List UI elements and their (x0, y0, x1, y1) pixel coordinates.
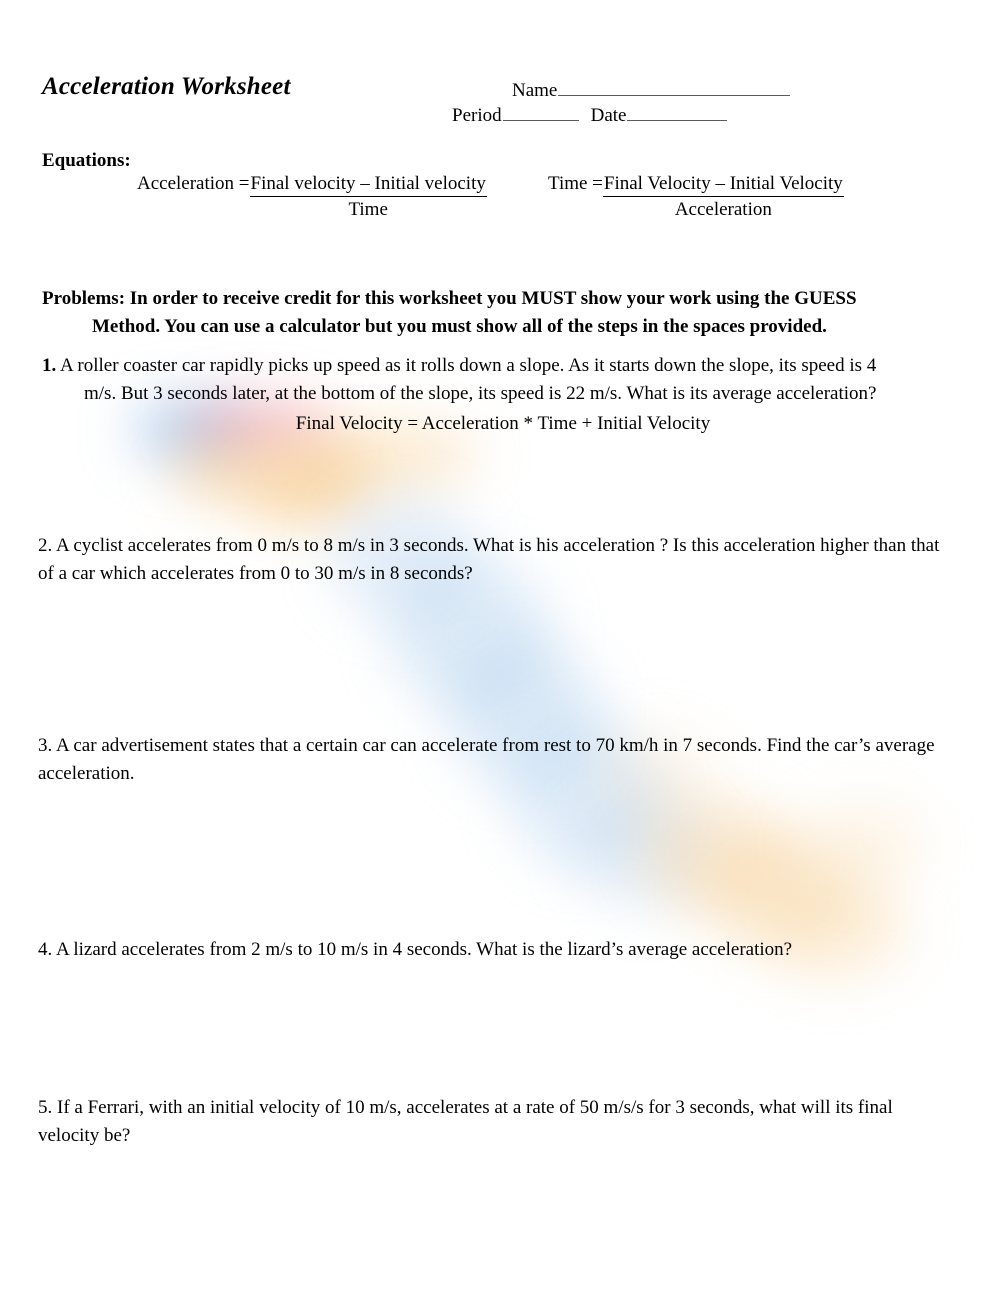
equation-time-lhs: Time = (548, 173, 603, 194)
equation-final-velocity-text: Final Velocity = Acceleration * Time + Initial Velocity (295, 413, 711, 434)
equation-time (548, 173, 844, 221)
question-4 (38, 936, 938, 964)
name-label: Name (512, 80, 558, 101)
equation-final-velocity (0, 413, 1000, 435)
question-1-number: 1. (42, 355, 57, 376)
instructions-line-1: Problems: In order to receive credit for this worksheet you MUST show your work using the GUESS (42, 288, 857, 309)
instructions-line-2: Method. You can use a calculator but you must show all of the steps in the spaces provided. (92, 315, 827, 337)
question-2-text: A cyclist accelerates from 0 m/s to 8 m/s in 3 seconds. What is his acceleration ? Is this acceleration higher than that of a car which accelerates from 0 to 30 m/s in 8 seconds? (38, 535, 940, 584)
question-3 (38, 732, 938, 787)
question-2-number: 2. (38, 535, 53, 556)
question-3-number: 3. (38, 735, 53, 756)
equation-acceleration-denominator: Time (348, 199, 388, 220)
watermark-blob (760, 880, 910, 980)
equations-heading: Equations: (42, 150, 131, 171)
question-1-line-1: A roller coaster car rapidly picks up speed as it rolls down a slope. As it starts down the slope, its speed is 4 (59, 355, 877, 376)
equation-acceleration-lhs: Acceleration = (137, 173, 250, 194)
equation-acceleration-fraction (250, 173, 487, 221)
question-1 (42, 352, 950, 407)
question-4-number: 4. (38, 939, 53, 960)
page-title: Acceleration Worksheet (42, 73, 291, 100)
question-1-line-2: m/s. But 3 seconds later, at the bottom of the slope, its speed is 22 m/s. What is its average acceleration? (84, 382, 877, 404)
question-2 (38, 532, 956, 587)
name-input-blank[interactable] (558, 80, 790, 96)
equation-time-numerator: Final Velocity – Initial Velocity (603, 173, 844, 197)
date-label: Date (590, 105, 627, 126)
date-input-blank[interactable] (627, 105, 727, 121)
question-5 (38, 1094, 938, 1149)
equation-time-fraction (603, 173, 844, 221)
watermark-blob (575, 790, 715, 910)
watermark-blob (170, 440, 380, 510)
watermark-blob (640, 800, 800, 910)
watermark-blob (250, 470, 360, 530)
equation-time-denominator: Acceleration (674, 199, 772, 220)
watermark-blob (700, 840, 860, 950)
instructions-block (42, 285, 900, 340)
question-3-text: A car advertisement states that a certain car can accelerate from rest to 70 km/h in 7 seconds. Find the car’s average acceleration. (38, 735, 935, 784)
question-5-text: If a Ferrari, with an initial velocity of 10 m/s, accelerates at a rate of 50 m/s/s for 3 seconds, what will its final velocity be? (38, 1097, 893, 1146)
period-date-field-row (452, 105, 727, 127)
equation-acceleration (137, 173, 487, 221)
period-label: Period (452, 105, 502, 126)
question-5-number: 5. (38, 1097, 53, 1118)
question-4-text: A lizard accelerates from 2 m/s to 10 m/s in 4 seconds. What is the lizard’s average acceleration? (55, 939, 793, 960)
period-input-blank[interactable] (503, 105, 579, 121)
watermark-blob (805, 800, 925, 890)
equation-acceleration-numerator: Final velocity – Initial velocity (250, 173, 487, 197)
name-field-row (512, 80, 790, 102)
